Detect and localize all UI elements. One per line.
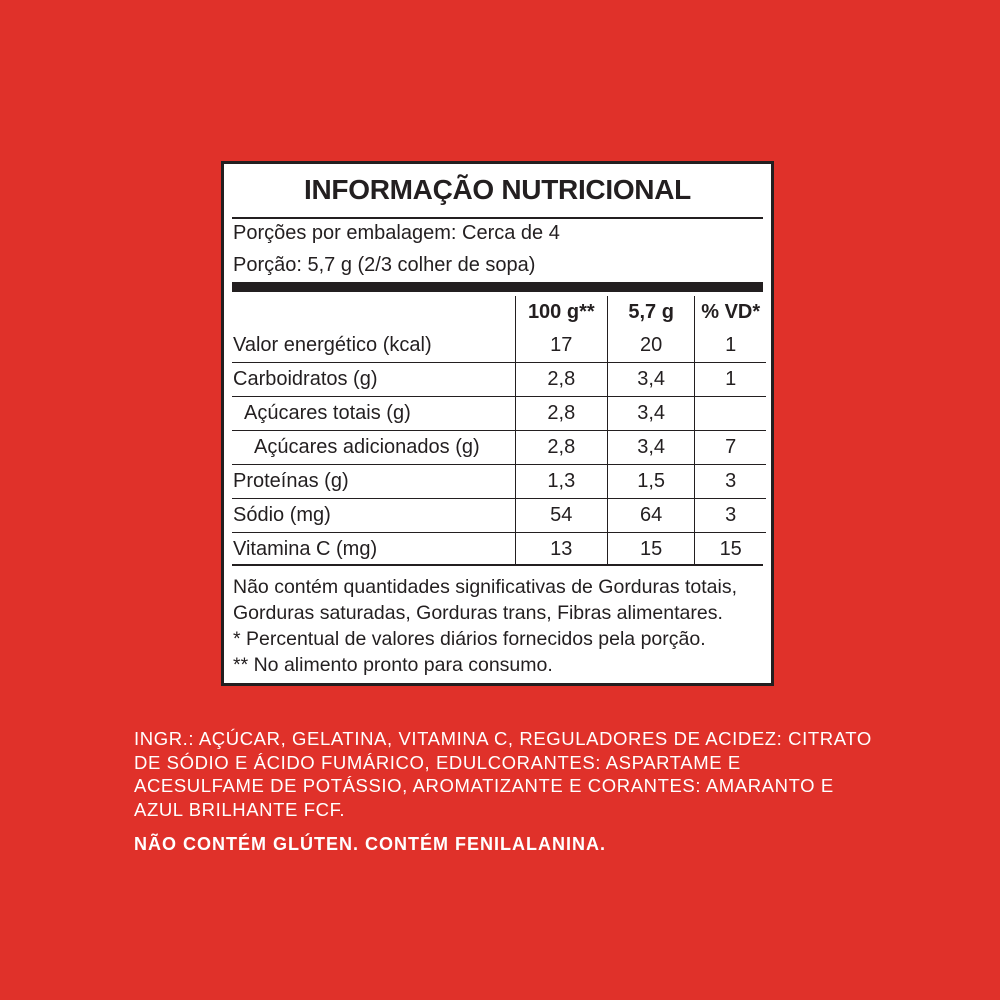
value-per-100g: 2,8 bbox=[515, 363, 607, 397]
servings-per-pack: Porções por embalagem: Cerca de 4 bbox=[233, 222, 560, 244]
nutrition-facts-panel bbox=[221, 161, 774, 686]
note-line: Não contém quantidades significativas de Gorduras totais, bbox=[233, 576, 738, 598]
notes-divider bbox=[232, 564, 763, 566]
header-per-serving: 5,7 g bbox=[607, 296, 695, 329]
allergen-statement: NÃO CONTÉM GLÚTEN. CONTÉM FENILALANINA. bbox=[134, 834, 606, 854]
value-per-serving: 3,4 bbox=[607, 363, 695, 397]
table-row bbox=[232, 465, 766, 499]
nutrient-name: Açúcares totais (g) bbox=[232, 397, 515, 431]
value-per-serving: 3,4 bbox=[607, 397, 695, 431]
header-per-100g: 100 g** bbox=[515, 296, 607, 329]
header-nutrient bbox=[232, 296, 515, 329]
nutrient-name: Carboidratos (g) bbox=[232, 363, 515, 397]
value-daily: 1 bbox=[695, 363, 766, 397]
serving-size: Porção: 5,7 g (2/3 colher de sopa) bbox=[233, 254, 536, 276]
nutrient-name: Vitamina C (mg) bbox=[232, 533, 515, 567]
title-divider bbox=[232, 217, 763, 219]
header-daily-value: % VD* bbox=[695, 296, 766, 329]
value-per-serving: 15 bbox=[607, 533, 695, 567]
nutrition-notes bbox=[233, 574, 737, 678]
table-header-row bbox=[232, 296, 766, 329]
value-per-100g: 1,3 bbox=[515, 465, 607, 499]
table-row bbox=[232, 431, 766, 465]
value-per-100g: 13 bbox=[515, 533, 607, 567]
nutrition-table bbox=[232, 296, 766, 566]
value-per-100g: 54 bbox=[515, 499, 607, 533]
value-per-100g: 17 bbox=[515, 329, 607, 363]
value-per-100g: 2,8 bbox=[515, 397, 607, 431]
value-per-serving: 3,4 bbox=[607, 431, 695, 465]
note-line: Gorduras saturadas, Gorduras trans, Fibras alimentares. bbox=[233, 602, 723, 624]
thick-divider bbox=[232, 282, 763, 292]
value-per-100g: 2,8 bbox=[515, 431, 607, 465]
nutrient-name: Açúcares adicionados (g) bbox=[232, 431, 515, 465]
table-row bbox=[232, 533, 766, 567]
nutrient-name: Proteínas (g) bbox=[232, 465, 515, 499]
note-line: * Percentual de valores diários fornecidos pela porção. bbox=[233, 628, 706, 650]
nutrition-title: INFORMAÇÃO NUTRICIONAL bbox=[304, 174, 691, 205]
table-row bbox=[232, 329, 766, 363]
table-row bbox=[232, 499, 766, 533]
ingredients-text: INGR.: AÇÚCAR, GELATINA, VITAMINA C, REGULADORES DE ACIDEZ: CITRATO DE SÓDIO E ÁCIDO FUMÁRICO, EDULCORANTES: ASPARTAME E ACESULFAME DE POTÁSSIO, AROMATIZANTE E CORANTES: AMARANTO E AZUL BRILHANTE FCF. bbox=[134, 728, 872, 820]
value-daily: 1 bbox=[695, 329, 766, 363]
value-daily: 7 bbox=[695, 431, 766, 465]
table-row bbox=[232, 363, 766, 397]
nutrient-name: Valor energético (kcal) bbox=[232, 329, 515, 363]
value-daily: 3 bbox=[695, 465, 766, 499]
nutrient-name: Sódio (mg) bbox=[232, 499, 515, 533]
value-per-serving: 64 bbox=[607, 499, 695, 533]
value-per-serving: 1,5 bbox=[607, 465, 695, 499]
value-daily: 3 bbox=[695, 499, 766, 533]
value-daily: 15 bbox=[695, 533, 766, 567]
value-per-serving: 20 bbox=[607, 329, 695, 363]
note-line: ** No alimento pronto para consumo. bbox=[233, 654, 553, 676]
value-daily bbox=[695, 397, 766, 431]
table-row bbox=[232, 397, 766, 431]
